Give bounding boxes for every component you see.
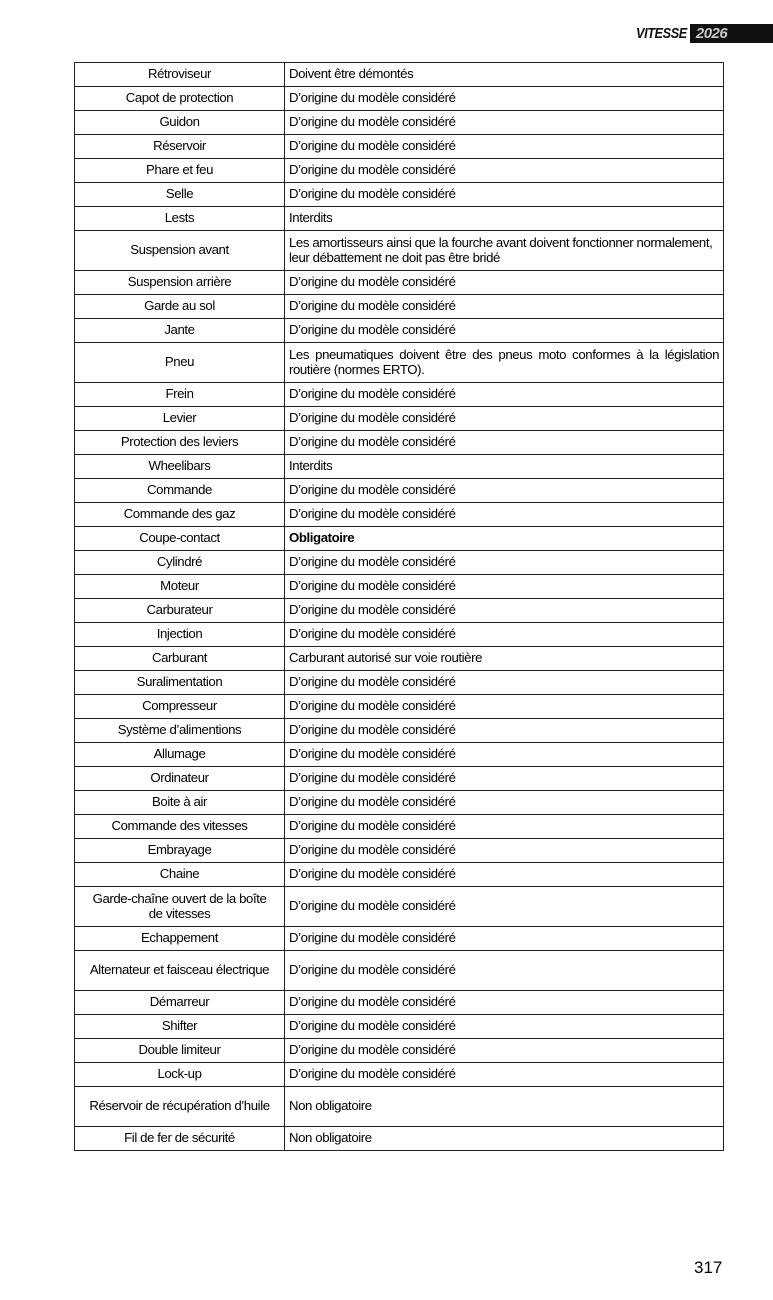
rule-cell: D’origine du modèle considéré — [285, 383, 724, 407]
table-row — [75, 135, 724, 159]
rule-cell: D’origine du modèle considéré — [285, 1063, 724, 1087]
rule-cell: D’origine du modèle considéré — [285, 159, 724, 183]
table-row — [75, 599, 724, 623]
rule-cell: D’origine du modèle considéré — [285, 839, 724, 863]
table-row — [75, 551, 724, 575]
table-row — [75, 863, 724, 887]
item-cell: Capot de protection — [75, 87, 285, 111]
rule-cell: D’origine du modèle considéré — [285, 407, 724, 431]
regulations-table-body — [75, 63, 724, 1151]
table-row — [75, 479, 724, 503]
item-cell: Commande — [75, 479, 285, 503]
item-cell: Réservoir de récupération d’huile — [75, 1087, 285, 1127]
item-cell: Guidon — [75, 111, 285, 135]
item-cell: Levier — [75, 407, 285, 431]
table-row — [75, 719, 724, 743]
item-cell: Suralimentation — [75, 671, 285, 695]
item-cell: Wheelibars — [75, 455, 285, 479]
item-cell: Alternateur et faisceau électrique — [75, 951, 285, 991]
table-row — [75, 159, 724, 183]
table-row — [75, 575, 724, 599]
rule-cell: D’origine du modèle considéré — [285, 1039, 724, 1063]
item-cell: Garde-chaîne ouvert de la boîte de vitesses — [75, 887, 285, 927]
item-cell: Phare et feu — [75, 159, 285, 183]
rule-cell: D’origine du modèle considéré — [285, 767, 724, 791]
rule-cell: D’origine du modèle considéré — [285, 599, 724, 623]
table-row — [75, 111, 724, 135]
table-row — [75, 647, 724, 671]
item-cell: Ordinateur — [75, 767, 285, 791]
rule-cell: D’origine du modèle considéré — [285, 575, 724, 599]
item-cell: Système d’alimentions — [75, 719, 285, 743]
rule-cell: Carburant autorisé sur voie routière — [285, 647, 724, 671]
table-row — [75, 87, 724, 111]
table-row — [75, 927, 724, 951]
table-row — [75, 63, 724, 87]
item-cell: Protection des leviers — [75, 431, 285, 455]
item-cell: Carburant — [75, 647, 285, 671]
item-cell: Cylindré — [75, 551, 285, 575]
rule-cell: Non obligatoire — [285, 1127, 724, 1151]
table-row — [75, 1087, 724, 1127]
table-row — [75, 1039, 724, 1063]
rule-cell: Non obligatoire — [285, 1087, 724, 1127]
item-cell: Embrayage — [75, 839, 285, 863]
rule-cell: D’origine du modèle considéré — [285, 135, 724, 159]
rule-cell: D’origine du modèle considéré — [285, 183, 724, 207]
table-row — [75, 695, 724, 719]
item-cell: Lock-up — [75, 1063, 285, 1087]
item-cell: Garde au sol — [75, 295, 285, 319]
rule-cell: D’origine du modèle considéré — [285, 743, 724, 767]
brand-year: 2026 — [690, 24, 773, 43]
table-row — [75, 1127, 724, 1151]
table-row — [75, 343, 724, 383]
table-row — [75, 295, 724, 319]
brand-word: VITESSE — [636, 24, 687, 42]
table-row — [75, 767, 724, 791]
rule-cell: D’origine du modèle considéré — [285, 791, 724, 815]
table-row — [75, 431, 724, 455]
item-cell: Frein — [75, 383, 285, 407]
table-row — [75, 319, 724, 343]
rule-cell: D’origine du modèle considéré — [285, 863, 724, 887]
table-row — [75, 527, 724, 551]
item-cell: Carburateur — [75, 599, 285, 623]
item-cell: Allumage — [75, 743, 285, 767]
table-row — [75, 455, 724, 479]
rule-cell: Interdits — [285, 455, 724, 479]
item-cell: Coupe-contact — [75, 527, 285, 551]
item-cell: Moteur — [75, 575, 285, 599]
rule-cell: D’origine du modèle considéré — [285, 319, 724, 343]
rule-cell: D’origine du modèle considéré — [285, 815, 724, 839]
rule-cell: Doivent être démontés — [285, 63, 724, 87]
rule-cell: Les amortisseurs ainsi que la fourche avant doivent fonctionner normalement, leur débattement ne doit pas être bridé — [285, 231, 724, 271]
rule-cell: D’origine du modèle considéré — [285, 719, 724, 743]
rule-cell: D’origine du modèle considéré — [285, 1015, 724, 1039]
item-cell: Démarreur — [75, 991, 285, 1015]
item-cell: Suspension arrière — [75, 271, 285, 295]
rule-cell: D’origine du modèle considéré — [285, 87, 724, 111]
table-row — [75, 183, 724, 207]
rule-cell: D’origine du modèle considéré — [285, 271, 724, 295]
item-cell: Lests — [75, 207, 285, 231]
item-cell: Réservoir — [75, 135, 285, 159]
item-cell: Double limiteur — [75, 1039, 285, 1063]
rule-cell: Les pneumatiques doivent être des pneus moto conformes à la législation routière (normes ERTO). — [285, 343, 724, 383]
table-row — [75, 743, 724, 767]
table-row — [75, 671, 724, 695]
table-row — [75, 1063, 724, 1087]
table-row — [75, 503, 724, 527]
item-cell: Rétroviseur — [75, 63, 285, 87]
page-number: 317 — [694, 1258, 723, 1277]
item-cell: Echappement — [75, 927, 285, 951]
item-cell: Pneu — [75, 343, 285, 383]
rule-cell: D’origine du modèle considéré — [285, 671, 724, 695]
item-cell: Fil de fer de sécurité — [75, 1127, 285, 1151]
item-cell: Injection — [75, 623, 285, 647]
rule-cell: D’origine du modèle considéré — [285, 887, 724, 927]
item-cell: Jante — [75, 319, 285, 343]
rule-cell: Interdits — [285, 207, 724, 231]
item-cell: Shifter — [75, 1015, 285, 1039]
rule-cell: D’origine du modèle considéré — [285, 295, 724, 319]
rule-cell: D’origine du modèle considéré — [285, 695, 724, 719]
rule-cell: D’origine du modèle considéré — [285, 111, 724, 135]
rule-cell: D’origine du modèle considéré — [285, 503, 724, 527]
rule-cell: D’origine du modèle considéré — [285, 623, 724, 647]
item-cell: Commande des vitesses — [75, 815, 285, 839]
table-row — [75, 815, 724, 839]
rule-cell: D’origine du modèle considéré — [285, 551, 724, 575]
brand-logo — [636, 22, 773, 44]
table-row — [75, 839, 724, 863]
table-row — [75, 991, 724, 1015]
table-row — [75, 623, 724, 647]
table-row — [75, 791, 724, 815]
table-row — [75, 1015, 724, 1039]
table-row — [75, 271, 724, 295]
table-row — [75, 407, 724, 431]
item-cell: Commande des gaz — [75, 503, 285, 527]
rule-cell: D’origine du modèle considéré — [285, 991, 724, 1015]
rule-cell: Obligatoire — [285, 527, 724, 551]
table-row — [75, 207, 724, 231]
table-row — [75, 887, 724, 927]
table-row — [75, 951, 724, 991]
item-cell: Chaine — [75, 863, 285, 887]
rule-cell: D’origine du modèle considéré — [285, 951, 724, 991]
regulations-table — [74, 62, 724, 1151]
rule-cell: D’origine du modèle considéré — [285, 479, 724, 503]
item-cell: Suspension avant — [75, 231, 285, 271]
item-cell: Boite à air — [75, 791, 285, 815]
table-row — [75, 383, 724, 407]
rule-cell: D’origine du modèle considéré — [285, 431, 724, 455]
item-cell: Compresseur — [75, 695, 285, 719]
table-row — [75, 231, 724, 271]
rule-cell: D’origine du modèle considéré — [285, 927, 724, 951]
item-cell: Selle — [75, 183, 285, 207]
